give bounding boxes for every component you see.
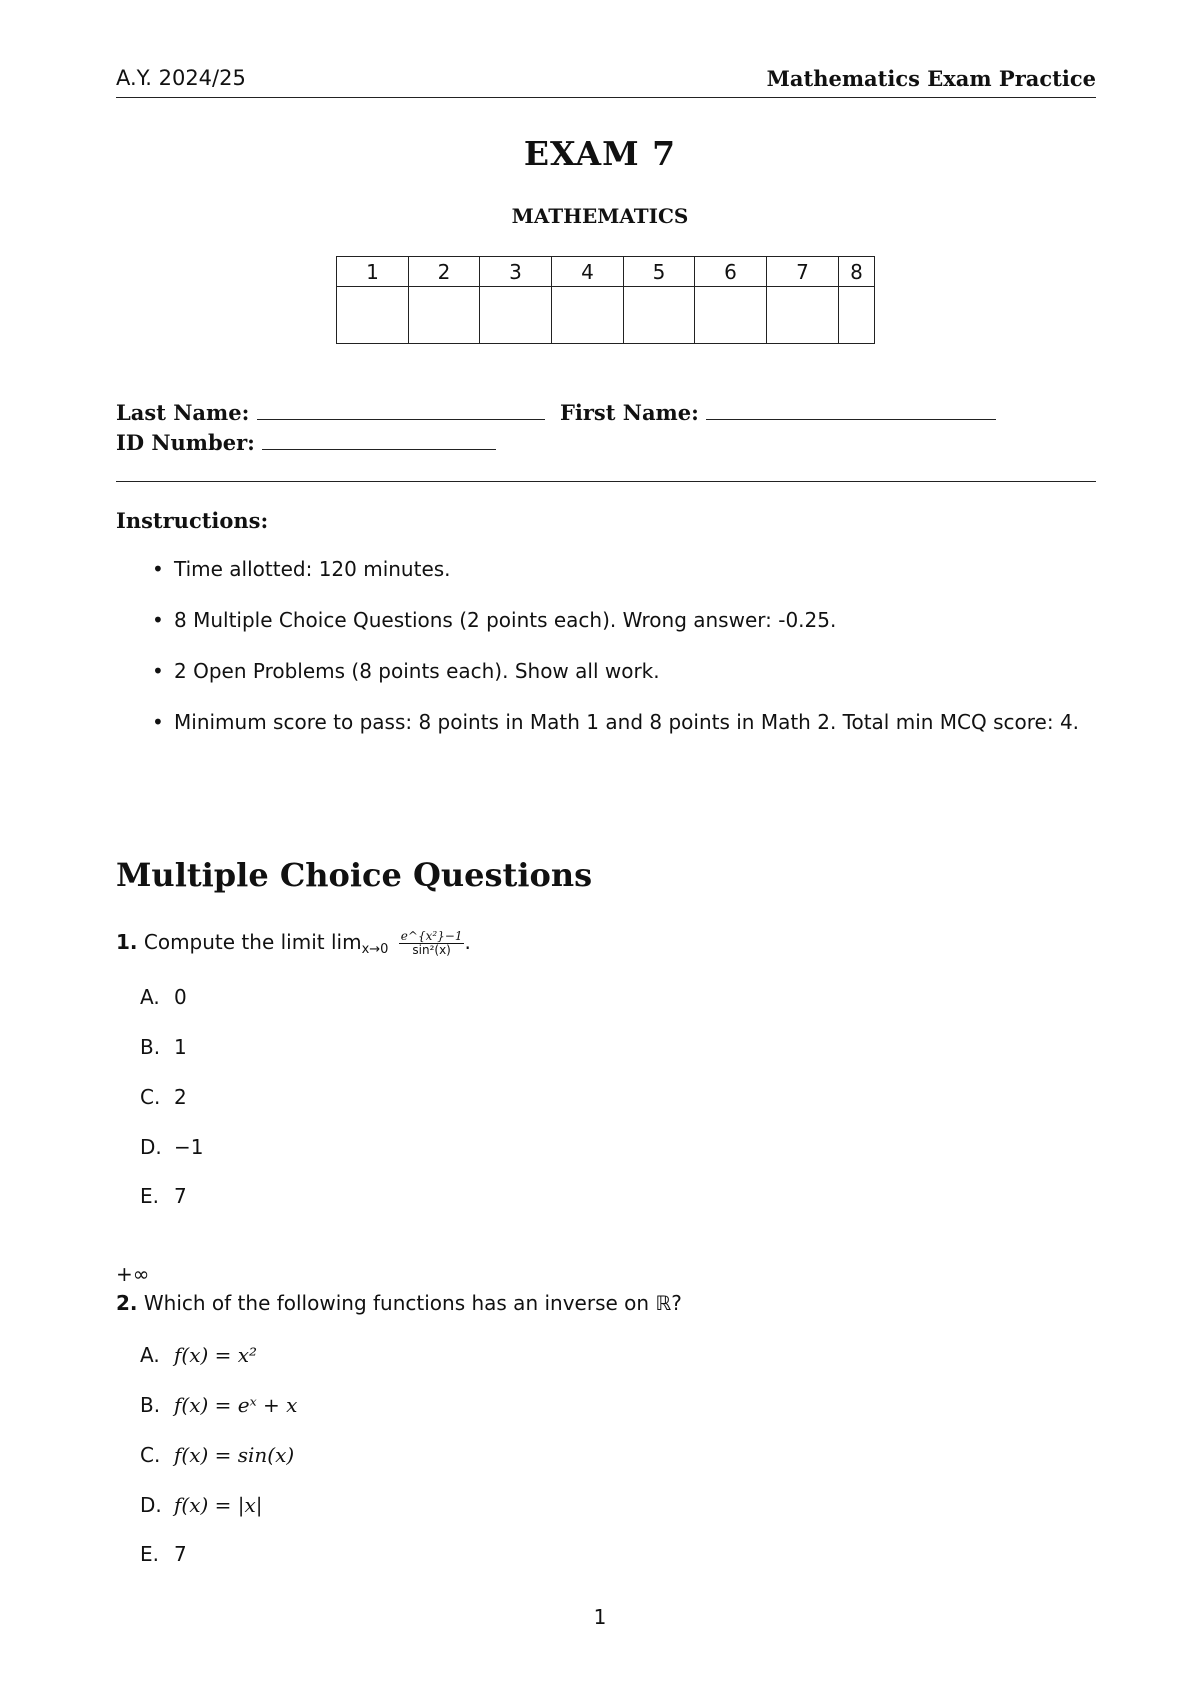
limit-fraction <box>399 930 465 957</box>
instruction-item <box>116 606 1096 635</box>
score-col-8: 8 <box>839 257 875 287</box>
instructions-list <box>116 555 1096 759</box>
option-text: 1 <box>174 1035 187 1059</box>
score-col-1: 1 <box>337 257 409 287</box>
limit-subscript: x→0 <box>361 942 389 957</box>
instruction-item <box>116 657 1096 686</box>
instructions-title: Instructions: <box>116 508 269 533</box>
option-text: 0 <box>174 985 187 1009</box>
instruction-text: Minimum score to pass: 8 points in Math 1 and 8 points in Math 2. Total min MCQ score: 4. <box>174 710 1080 734</box>
bullet-icon: • <box>152 710 164 734</box>
question-text: Compute the limit lim <box>143 930 362 954</box>
option-2b[interactable] <box>140 1393 297 1417</box>
fields-rule <box>116 481 1096 482</box>
last-name-field[interactable] <box>257 399 545 420</box>
option-text: f(x) = eˣ + x <box>174 1393 298 1417</box>
bullet-icon: • <box>152 557 164 581</box>
option-1a[interactable] <box>140 985 187 1009</box>
option-1d[interactable] <box>140 1135 203 1159</box>
score-col-4: 4 <box>552 257 624 287</box>
page-number: 1 <box>593 1605 607 1629</box>
option-label: A. <box>140 1343 160 1367</box>
option-2c[interactable] <box>140 1443 294 1467</box>
option-label: D. <box>140 1493 162 1517</box>
exam-subject: MATHEMATICS <box>511 204 689 228</box>
score-table-header-row <box>337 257 875 287</box>
option-text: 7 <box>174 1542 187 1566</box>
option-text: −1 <box>174 1135 204 1159</box>
question-1 <box>116 930 471 957</box>
score-table-blank-row <box>337 287 875 344</box>
score-col-5: 5 <box>624 257 695 287</box>
header-course-title: Mathematics Exam Practice <box>766 66 1096 91</box>
score-cell[interactable] <box>409 287 480 344</box>
question-number: 2. <box>116 1291 138 1315</box>
instruction-item <box>116 708 1096 737</box>
student-fields <box>116 398 996 458</box>
bullet-icon: • <box>152 659 164 683</box>
option-text: 7 <box>174 1184 187 1208</box>
option-text: f(x) = sin(x) <box>174 1443 295 1467</box>
option-label: E. <box>140 1184 159 1208</box>
instruction-text: 8 Multiple Choice Questions (2 points each). Wrong answer: -0.25. <box>174 608 837 632</box>
option-1c[interactable] <box>140 1085 187 1109</box>
fraction-denominator: sin²(x) <box>412 943 451 957</box>
first-name-field[interactable] <box>706 399 996 420</box>
stray-infinity-text: +∞ <box>116 1262 150 1286</box>
option-label: B. <box>140 1035 161 1059</box>
question-text: Which of the following functions has an inverse on ℝ? <box>143 1291 682 1315</box>
score-cell[interactable] <box>695 287 767 344</box>
question-number: 1. <box>116 930 138 954</box>
option-2e[interactable] <box>140 1542 187 1566</box>
header-rule <box>116 97 1096 98</box>
score-col-7: 7 <box>767 257 839 287</box>
first-name-label: First Name: <box>559 400 699 425</box>
bullet-icon: • <box>152 608 164 632</box>
exam-title: EXAM 7 <box>523 134 677 173</box>
score-cell[interactable] <box>839 287 875 344</box>
instruction-item <box>116 555 1096 584</box>
option-1e[interactable] <box>140 1184 187 1208</box>
option-label: E. <box>140 1542 159 1566</box>
score-col-3: 3 <box>480 257 552 287</box>
instruction-text: Time allotted: 120 minutes. <box>174 557 451 581</box>
option-1b[interactable] <box>140 1035 187 1059</box>
id-number-field[interactable] <box>262 429 496 450</box>
option-2d[interactable] <box>140 1493 263 1517</box>
option-2a[interactable] <box>140 1343 257 1367</box>
instruction-text: 2 Open Problems (8 points each). Show all work. <box>174 659 660 683</box>
option-text: f(x) = x² <box>174 1343 258 1367</box>
score-cell[interactable] <box>337 287 409 344</box>
option-label: B. <box>140 1393 161 1417</box>
score-cell[interactable] <box>767 287 839 344</box>
option-text: 2 <box>174 1085 187 1109</box>
score-table <box>336 256 875 344</box>
option-label: D. <box>140 1135 162 1159</box>
score-col-6: 6 <box>695 257 767 287</box>
name-row <box>116 398 996 428</box>
section-title: Multiple Choice Questions <box>116 856 593 894</box>
score-col-2: 2 <box>409 257 480 287</box>
id-number-label: ID Number: <box>116 430 255 455</box>
last-name-label: Last Name: <box>116 400 250 425</box>
option-label: C. <box>140 1085 161 1109</box>
option-label: C. <box>140 1443 161 1467</box>
question-tail: . <box>464 930 471 954</box>
question-2 <box>116 1291 682 1315</box>
score-cell[interactable] <box>624 287 695 344</box>
header-academic-year: A.Y. 2024/25 <box>116 66 246 90</box>
fraction-numerator: e^{x²}−1 <box>400 929 463 943</box>
option-label: A. <box>140 985 160 1009</box>
id-row <box>116 428 996 458</box>
option-text: f(x) = |x| <box>174 1493 263 1517</box>
score-cell[interactable] <box>552 287 624 344</box>
score-cell[interactable] <box>480 287 552 344</box>
